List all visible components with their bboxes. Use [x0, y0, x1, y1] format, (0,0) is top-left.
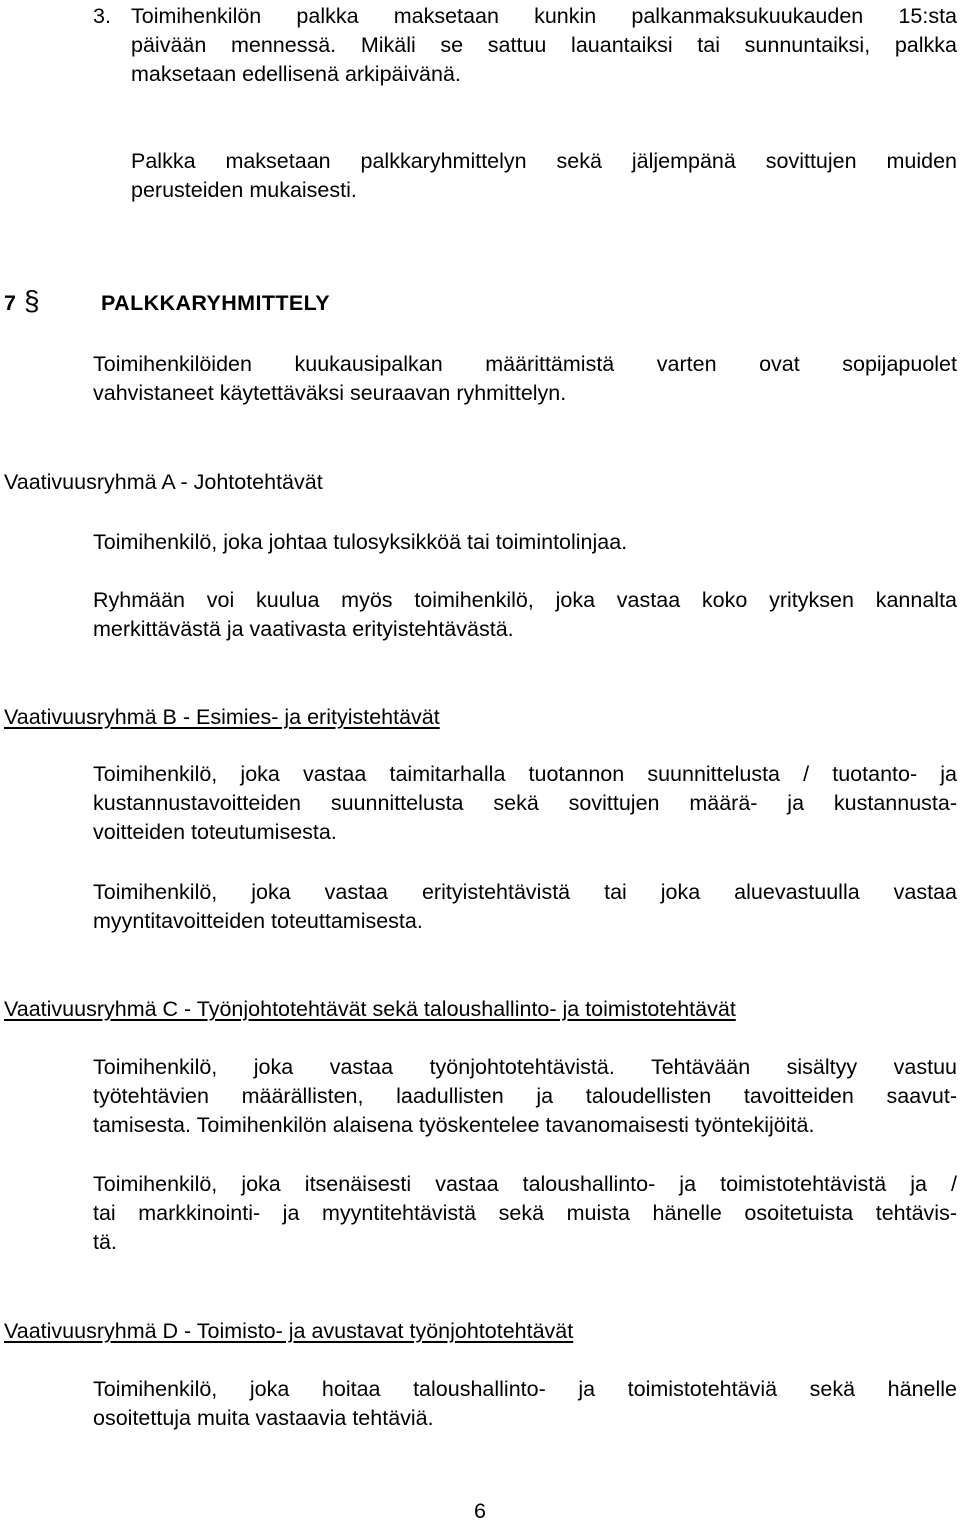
text-line: Ryhmään voi kuulua myös toimihenkilö, joka vastaa koko yrityksen kannalta — [93, 588, 957, 612]
paragraph — [131, 147, 957, 205]
text-line: työtehtävien määrällisten, laadullisten ja taloudellisten tavoitteiden saavut- — [93, 1084, 957, 1108]
text-line: kustannustavoitteiden suunnittelusta sekä sovittujen määrä- ja kustannusta- — [93, 791, 957, 815]
paragraph — [93, 1375, 957, 1433]
text-line: vahvistaneet käytettäväksi seuraavan ryhmittelyn. — [93, 381, 567, 405]
paragraph — [93, 528, 957, 557]
text-line: Toimihenkilö, joka vastaa erityistehtävistä tai joka aluevastuulla vastaa — [93, 880, 957, 904]
group-a-heading — [4, 468, 957, 497]
paragraph — [93, 1053, 957, 1140]
text-line: perusteiden mukaisesti. — [131, 178, 357, 202]
text-line: tä. — [93, 1230, 117, 1254]
text-line: päivään mennessä. Mikäli se sattuu lauantaiksi tai sunnuntaiksi, palkka — [131, 33, 957, 57]
list-item-text — [131, 2, 957, 89]
paragraph — [93, 1170, 957, 1257]
text-line: Toimihenkilö, joka johtaa tulosyksikköä tai toimintolinjaa. — [93, 530, 628, 554]
paragraph — [93, 878, 957, 936]
subheading-text: Vaativuusryhmä A - Johtotehtävät — [4, 470, 323, 494]
subheading-text: Vaativuusryhmä C - Työnjohtotehtävät sekä taloushallinto- ja toimistotehtävät — [4, 997, 736, 1021]
text-line: Toimihenkilö, joka itsenäisesti vastaa taloushallinto- ja toimistotehtävistä ja / — [93, 1172, 957, 1196]
text-line: merkittävästä ja vaativasta erityistehtävästä. — [93, 617, 514, 641]
text-line: myyntitavoitteiden toteuttamisesta. — [93, 909, 423, 933]
group-b-heading — [4, 703, 957, 732]
text-line: maksetaan edellisenä arkipäivänä. — [131, 62, 461, 86]
page-number: 6 — [474, 1499, 486, 1523]
paragraph — [93, 760, 957, 847]
section-sign: § — [24, 285, 40, 316]
text-line: Toimihenkilö, joka vastaa työnjohtotehtävistä. Tehtävään sisältyy vastuu — [93, 1055, 957, 1079]
text-line: Toimihenkilö, joka vastaa taimitarhalla tuotannon suunnittelusta / tuotanto- ja — [93, 762, 957, 786]
section-title: PALKKARYHMITTELY — [101, 291, 330, 315]
subheading-text: Vaativuusryhmä B - Esimies- ja erityistehtävät — [4, 705, 440, 729]
paragraph — [93, 586, 957, 644]
text-line: Palkka maksetaan palkkaryhmittelyn sekä jäljempänä sovittujen muiden — [131, 149, 957, 173]
text-line: osoitettuja muita vastaavia tehtäviä. — [93, 1406, 434, 1430]
subheading-text: Vaativuusryhmä D - Toimisto- ja avustavat työnjohtotehtävät — [4, 1319, 574, 1343]
text-line: Toimihenkilö, joka hoitaa taloushallinto- ja toimistotehtäviä sekä hänelle — [93, 1377, 957, 1401]
text-line: Toimihenkilöiden kuukausipalkan määrittämistä varten ovat sopijapuolet — [93, 352, 957, 376]
text-line: voitteiden toteutumisesta. — [93, 820, 337, 844]
text-line: tai markkinointi- ja myyntitehtävistä sekä muista hänelle osoitetuista tehtävis- — [93, 1201, 957, 1225]
list-item-number: 3. — [93, 4, 111, 28]
section-number: 7 — [4, 291, 16, 315]
text-line: Toimihenkilön palkka maksetaan kunkin palkanmaksukuukauden 15:sta — [131, 4, 957, 28]
group-d-heading — [4, 1317, 957, 1346]
text-line: tamisesta. Toimihenkilön alaisena työskentelee tavanomaisesti työntekijöitä. — [93, 1113, 815, 1137]
group-c-heading — [4, 995, 957, 1024]
section-intro — [93, 350, 957, 408]
